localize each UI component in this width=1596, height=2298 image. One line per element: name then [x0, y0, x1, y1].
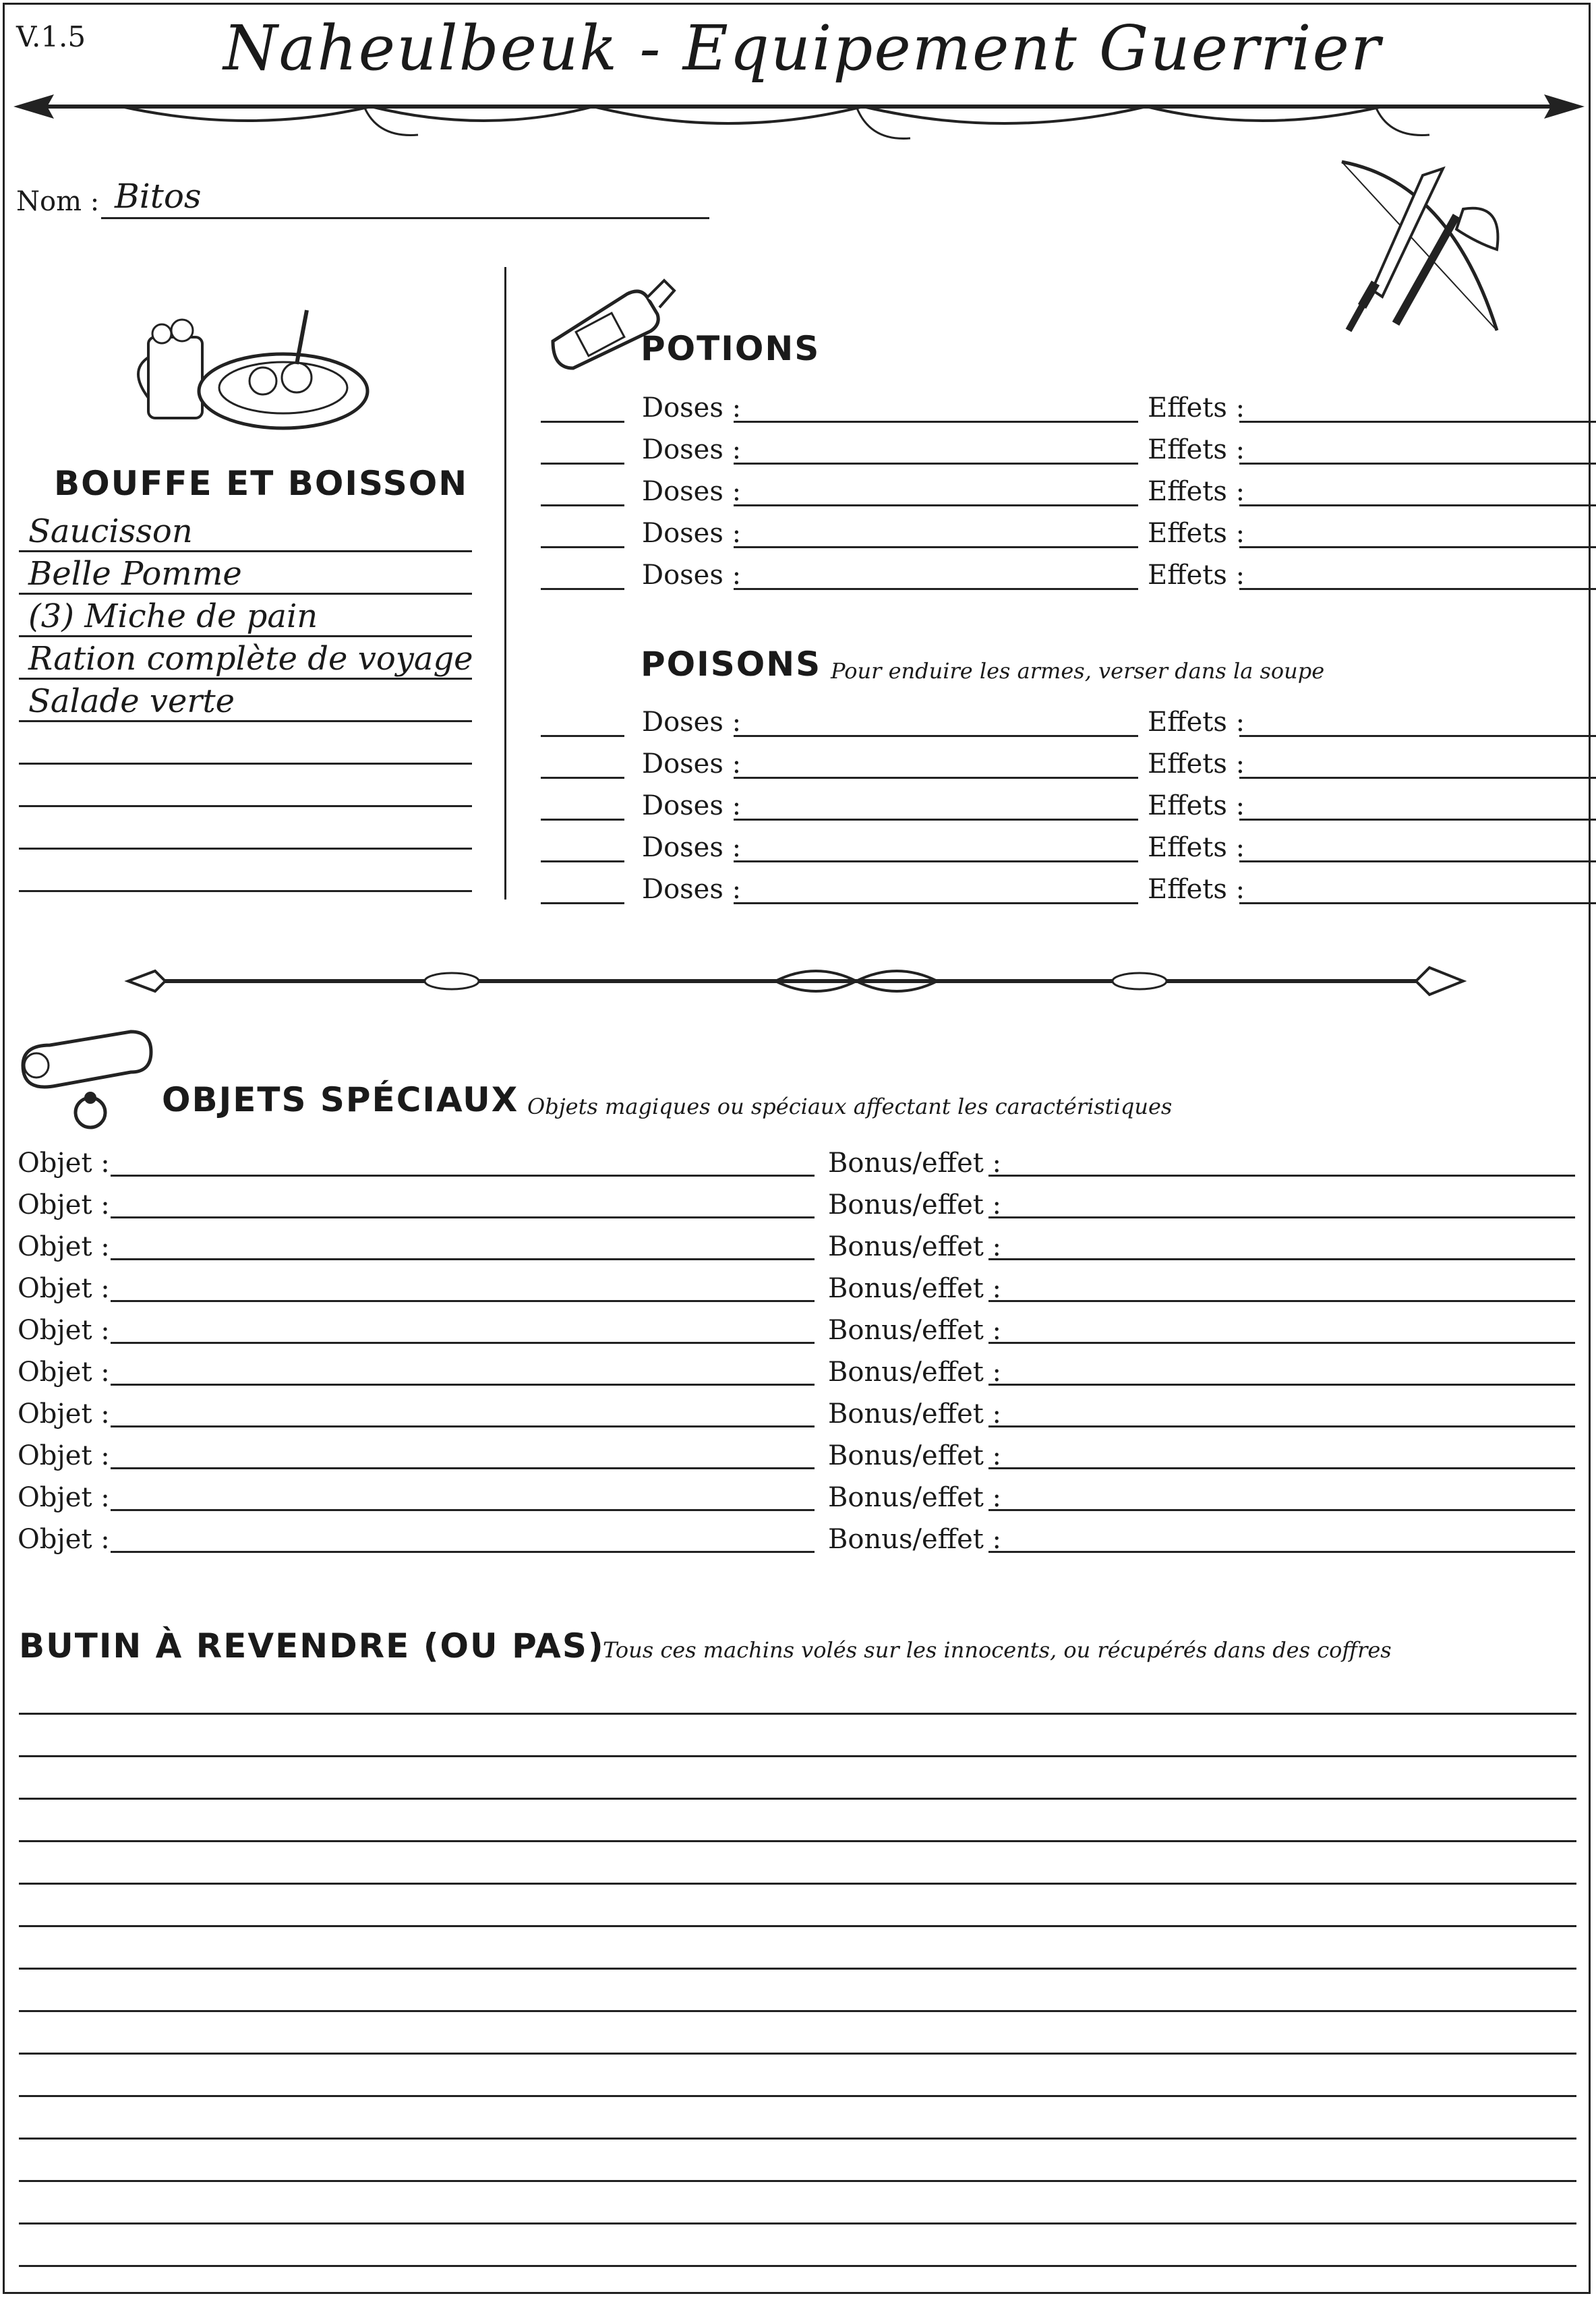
- doses-field[interactable]: [734, 504, 1138, 506]
- doses-label: Doses :: [642, 790, 742, 821]
- name-label: Nom :: [16, 186, 100, 217]
- doses-field[interactable]: [734, 902, 1138, 904]
- bonus-field[interactable]: [988, 1509, 1575, 1511]
- doses-field[interactable]: [734, 860, 1138, 862]
- quantity-line[interactable]: [541, 588, 624, 590]
- food-item[interactable]: Belle Pomme: [28, 555, 242, 593]
- object-label: Objet :: [18, 1482, 110, 1513]
- loot-line[interactable]: [19, 1925, 1576, 1927]
- crossed-weapons-icon: [1328, 155, 1531, 344]
- quantity-line[interactable]: [541, 421, 624, 423]
- spear-divider-top-icon: [13, 88, 1585, 148]
- doses-label: Doses :: [642, 392, 742, 423]
- poisons-note: Pour enduire les armes, verser dans la soupe: [831, 658, 1325, 684]
- bonus-label: Bonus/effet :: [828, 1440, 1002, 1471]
- doses-label: Doses :: [642, 518, 742, 549]
- loot-line[interactable]: [19, 2053, 1576, 2055]
- effects-field[interactable]: [1239, 588, 1596, 590]
- effects-label: Effets :: [1148, 518, 1245, 549]
- quantity-line[interactable]: [541, 819, 624, 821]
- food-item[interactable]: Salade verte: [28, 682, 235, 720]
- doses-label: Doses :: [642, 560, 742, 591]
- loot-line[interactable]: [19, 2222, 1576, 2225]
- object-field[interactable]: [111, 1509, 815, 1511]
- food-item-line: [19, 763, 472, 765]
- loot-line[interactable]: [19, 2138, 1576, 2140]
- staff-divider-icon: [128, 958, 1463, 1005]
- object-field[interactable]: [111, 1342, 815, 1344]
- bonus-label: Bonus/effet :: [828, 1189, 1002, 1220]
- effects-field[interactable]: [1239, 421, 1596, 423]
- doses-label: Doses :: [642, 832, 742, 863]
- loot-line[interactable]: [19, 1883, 1576, 1885]
- loot-line[interactable]: [19, 2010, 1576, 2012]
- bonus-label: Bonus/effet :: [828, 1273, 1002, 1304]
- food-item-line: [19, 805, 472, 807]
- doses-field[interactable]: [734, 421, 1138, 423]
- effects-label: Effets :: [1148, 476, 1245, 507]
- doses-field[interactable]: [734, 735, 1138, 737]
- object-field[interactable]: [111, 1216, 815, 1218]
- food-item-line: [19, 550, 472, 552]
- food-item-line: [19, 678, 472, 680]
- quantity-line[interactable]: [541, 463, 624, 465]
- doses-label: Doses :: [642, 434, 742, 465]
- bonus-field[interactable]: [988, 1216, 1575, 1218]
- bonus-field[interactable]: [988, 1258, 1575, 1260]
- doses-label: Doses :: [642, 707, 742, 738]
- potions-heading: POTIONS: [641, 329, 821, 368]
- quantity-line[interactable]: [541, 860, 624, 862]
- bonus-field[interactable]: [988, 1467, 1575, 1469]
- object-label: Objet :: [18, 1524, 110, 1555]
- bonus-field[interactable]: [988, 1342, 1575, 1344]
- bonus-field[interactable]: [988, 1551, 1575, 1553]
- bonus-label: Bonus/effet :: [828, 1315, 1002, 1346]
- effects-field[interactable]: [1239, 777, 1596, 779]
- name-line: [101, 217, 709, 219]
- bonus-label: Bonus/effet :: [828, 1398, 1002, 1430]
- effects-label: Effets :: [1148, 560, 1245, 591]
- food-item[interactable]: (3) Miche de pain: [28, 597, 318, 635]
- bonus-field[interactable]: [988, 1300, 1575, 1302]
- effects-field[interactable]: [1239, 819, 1596, 821]
- effects-field[interactable]: [1239, 463, 1596, 465]
- loot-line[interactable]: [19, 2095, 1576, 2097]
- bonus-field[interactable]: [988, 1384, 1575, 1386]
- bonus-label: Bonus/effet :: [828, 1482, 1002, 1513]
- object-field[interactable]: [111, 1175, 815, 1177]
- effects-label: Effets :: [1148, 707, 1245, 738]
- doses-field[interactable]: [734, 777, 1138, 779]
- bonus-label: Bonus/effet :: [828, 1148, 1002, 1179]
- bonus-label: Bonus/effet :: [828, 1524, 1002, 1555]
- special-note: Objets magiques ou spéciaux affectant les caractéristiques: [527, 1094, 1173, 1119]
- object-label: Objet :: [18, 1231, 110, 1262]
- quantity-line[interactable]: [541, 504, 624, 506]
- food-plate-icon: [135, 297, 378, 445]
- object-label: Objet :: [18, 1189, 110, 1220]
- effects-label: Effets :: [1148, 392, 1245, 423]
- object-field[interactable]: [111, 1425, 815, 1427]
- object-field[interactable]: [111, 1258, 815, 1260]
- quantity-line[interactable]: [541, 777, 624, 779]
- page-title: Naheulbeuk - Equipement Guerrier: [223, 12, 1382, 84]
- doses-label: Doses :: [642, 748, 742, 779]
- food-item-line: [19, 890, 472, 892]
- doses-label: Doses :: [642, 874, 742, 905]
- special-heading: OBJETS SPÉCIAUX: [162, 1080, 519, 1119]
- loot-line[interactable]: [19, 1755, 1576, 1757]
- object-label: Objet :: [18, 1357, 110, 1388]
- quantity-line[interactable]: [541, 546, 624, 548]
- effects-label: Effets :: [1148, 434, 1245, 465]
- version-label: V.1.5: [16, 20, 86, 53]
- object-label: Objet :: [18, 1398, 110, 1430]
- doses-field[interactable]: [734, 588, 1138, 590]
- doses-label: Doses :: [642, 476, 742, 507]
- food-heading: BOUFFE ET BOISSON: [54, 464, 469, 503]
- effects-label: Effets :: [1148, 874, 1245, 905]
- quantity-line[interactable]: [541, 735, 624, 737]
- effects-field[interactable]: [1239, 860, 1596, 862]
- food-item-line: [19, 720, 472, 722]
- object-field[interactable]: [111, 1384, 815, 1386]
- doses-field[interactable]: [734, 463, 1138, 465]
- doses-field[interactable]: [734, 819, 1138, 821]
- food-item-line: [19, 635, 472, 637]
- bonus-label: Bonus/effet :: [828, 1357, 1002, 1388]
- doses-field[interactable]: [734, 546, 1138, 548]
- effects-field[interactable]: [1239, 902, 1596, 904]
- loot-line[interactable]: [19, 2180, 1576, 2182]
- effects-field[interactable]: [1239, 735, 1596, 737]
- bonus-field[interactable]: [988, 1175, 1575, 1177]
- object-field[interactable]: [111, 1551, 815, 1553]
- poisons-heading: POISONS: [641, 645, 822, 684]
- bonus-label: Bonus/effet :: [828, 1231, 1002, 1262]
- loot-heading: BUTIN À REVENDRE (OU PAS): [19, 1626, 605, 1666]
- object-field[interactable]: [111, 1467, 815, 1469]
- object-label: Objet :: [18, 1440, 110, 1471]
- loot-line[interactable]: [19, 1968, 1576, 1970]
- food-item[interactable]: Saucisson: [28, 512, 193, 550]
- loot-line[interactable]: [19, 2265, 1576, 2267]
- food-item-line: [19, 848, 472, 850]
- food-item-line: [19, 593, 472, 595]
- effects-label: Effets :: [1148, 832, 1245, 863]
- effects-field[interactable]: [1239, 546, 1596, 548]
- effects-label: Effets :: [1148, 748, 1245, 779]
- object-label: Objet :: [18, 1315, 110, 1346]
- food-item[interactable]: Ration complète de voyage: [28, 640, 473, 678]
- effects-field[interactable]: [1239, 504, 1596, 506]
- name-value[interactable]: Bitos: [115, 177, 202, 216]
- object-label: Objet :: [18, 1148, 110, 1179]
- effects-label: Effets :: [1148, 790, 1245, 821]
- object-field[interactable]: [111, 1300, 815, 1302]
- loot-line[interactable]: [19, 1798, 1576, 1800]
- loot-line[interactable]: [19, 1840, 1576, 1842]
- object-label: Objet :: [18, 1273, 110, 1304]
- loot-note: Tous ces machins volés sur les innocents, ou récupérés dans des coffres: [603, 1637, 1392, 1663]
- loot-line[interactable]: [19, 1713, 1576, 1715]
- scroll-ring-icon: [16, 1025, 158, 1133]
- quantity-line[interactable]: [541, 902, 624, 904]
- column-divider: [504, 267, 506, 900]
- bonus-field[interactable]: [988, 1425, 1575, 1427]
